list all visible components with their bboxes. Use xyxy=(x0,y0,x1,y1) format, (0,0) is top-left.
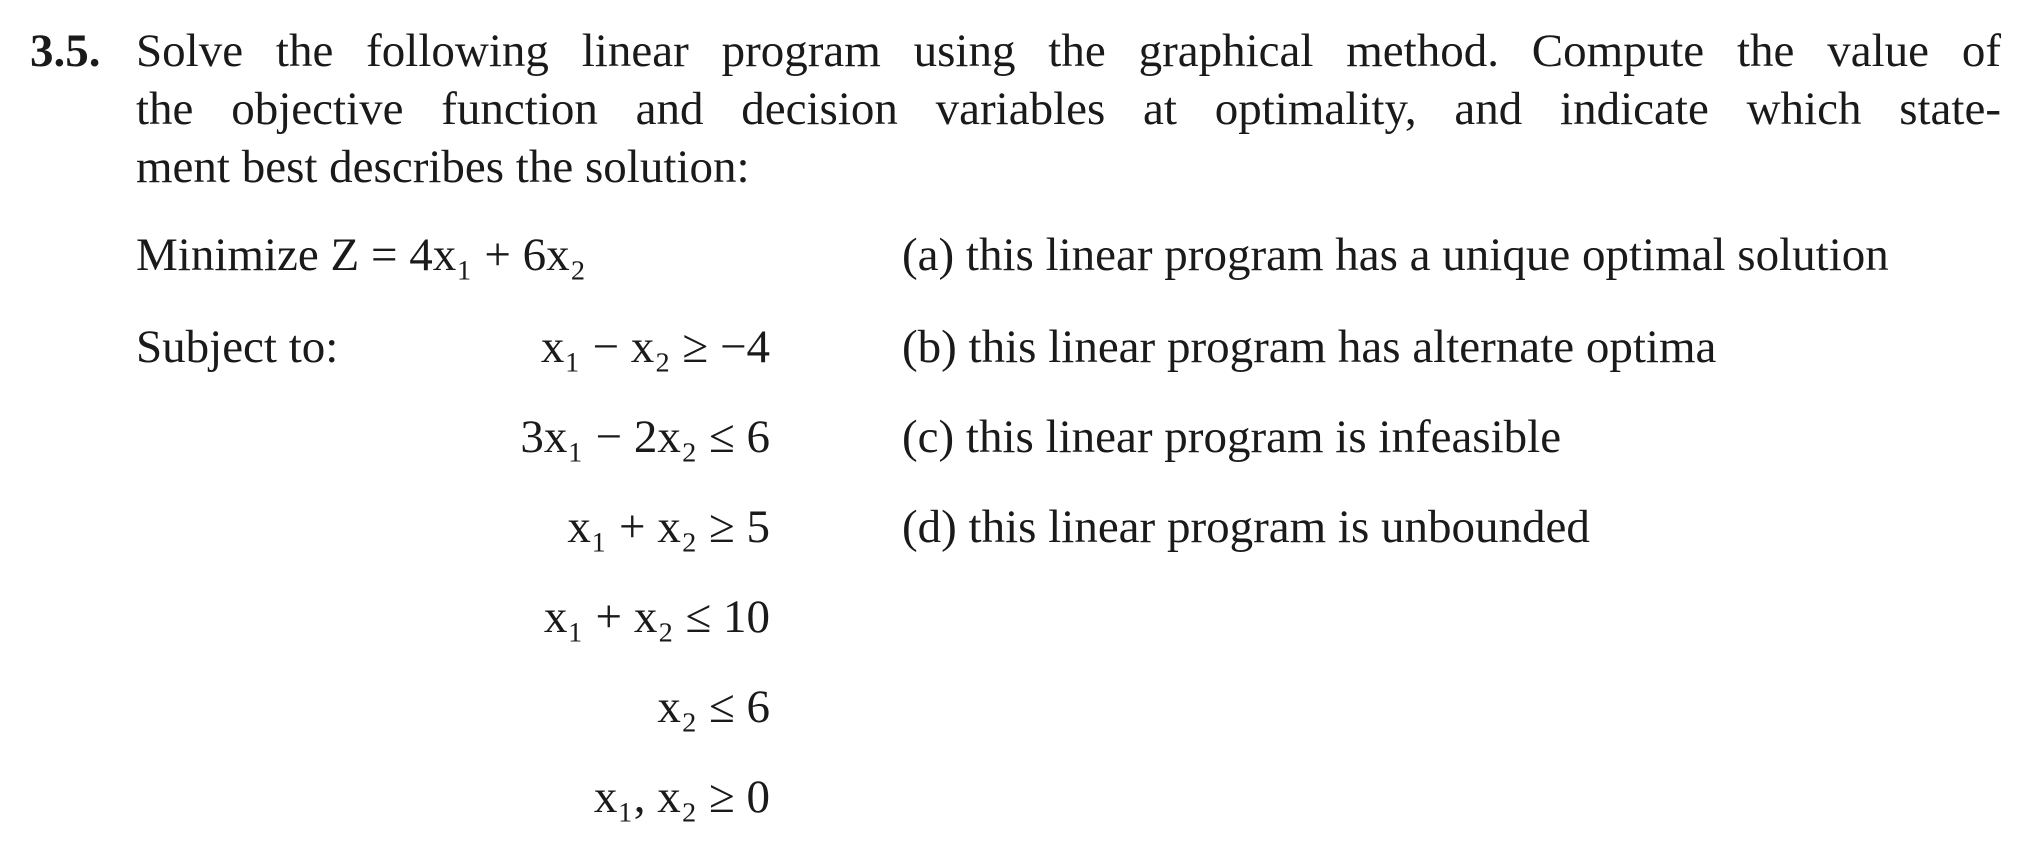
objective-function: Minimize Z = 4x₁ + 6x₂ xyxy=(136,229,586,281)
option-a: (a) this linear program has a unique optimal solution xyxy=(902,229,1889,281)
statement-line-2: the objective function and decision variables at optimality, and indicate which state- xyxy=(136,83,2001,135)
nonnegativity-constraint: x₁, x₂ ≥ 0 xyxy=(593,771,770,823)
constraint-3: x₁ + x₂ ≥ 5 xyxy=(567,501,770,553)
problem-number: 3.5. xyxy=(30,25,101,77)
statement-line-3: ment best describes the solution: xyxy=(136,141,750,193)
option-d: (d) this linear program is unbounded xyxy=(902,501,1590,553)
statement-line-1: Solve the following linear program using the graphical method. Compute the value of xyxy=(136,25,2001,77)
subject-to-label: Subject to: xyxy=(136,321,339,373)
option-b: (b) this linear program has alternate optima xyxy=(902,321,1717,373)
constraint-5: x₂ ≤ 6 xyxy=(657,681,770,733)
constraint-1: x₁ − x₂ ≥ −4 xyxy=(540,321,770,373)
problem-statement xyxy=(136,22,2001,196)
option-c: (c) this linear program is infeasible xyxy=(902,411,1562,463)
constraint-4: x₁ + x₂ ≤ 10 xyxy=(543,591,770,643)
constraint-2: 3x₁ − 2x₂ ≤ 6 xyxy=(520,411,770,463)
